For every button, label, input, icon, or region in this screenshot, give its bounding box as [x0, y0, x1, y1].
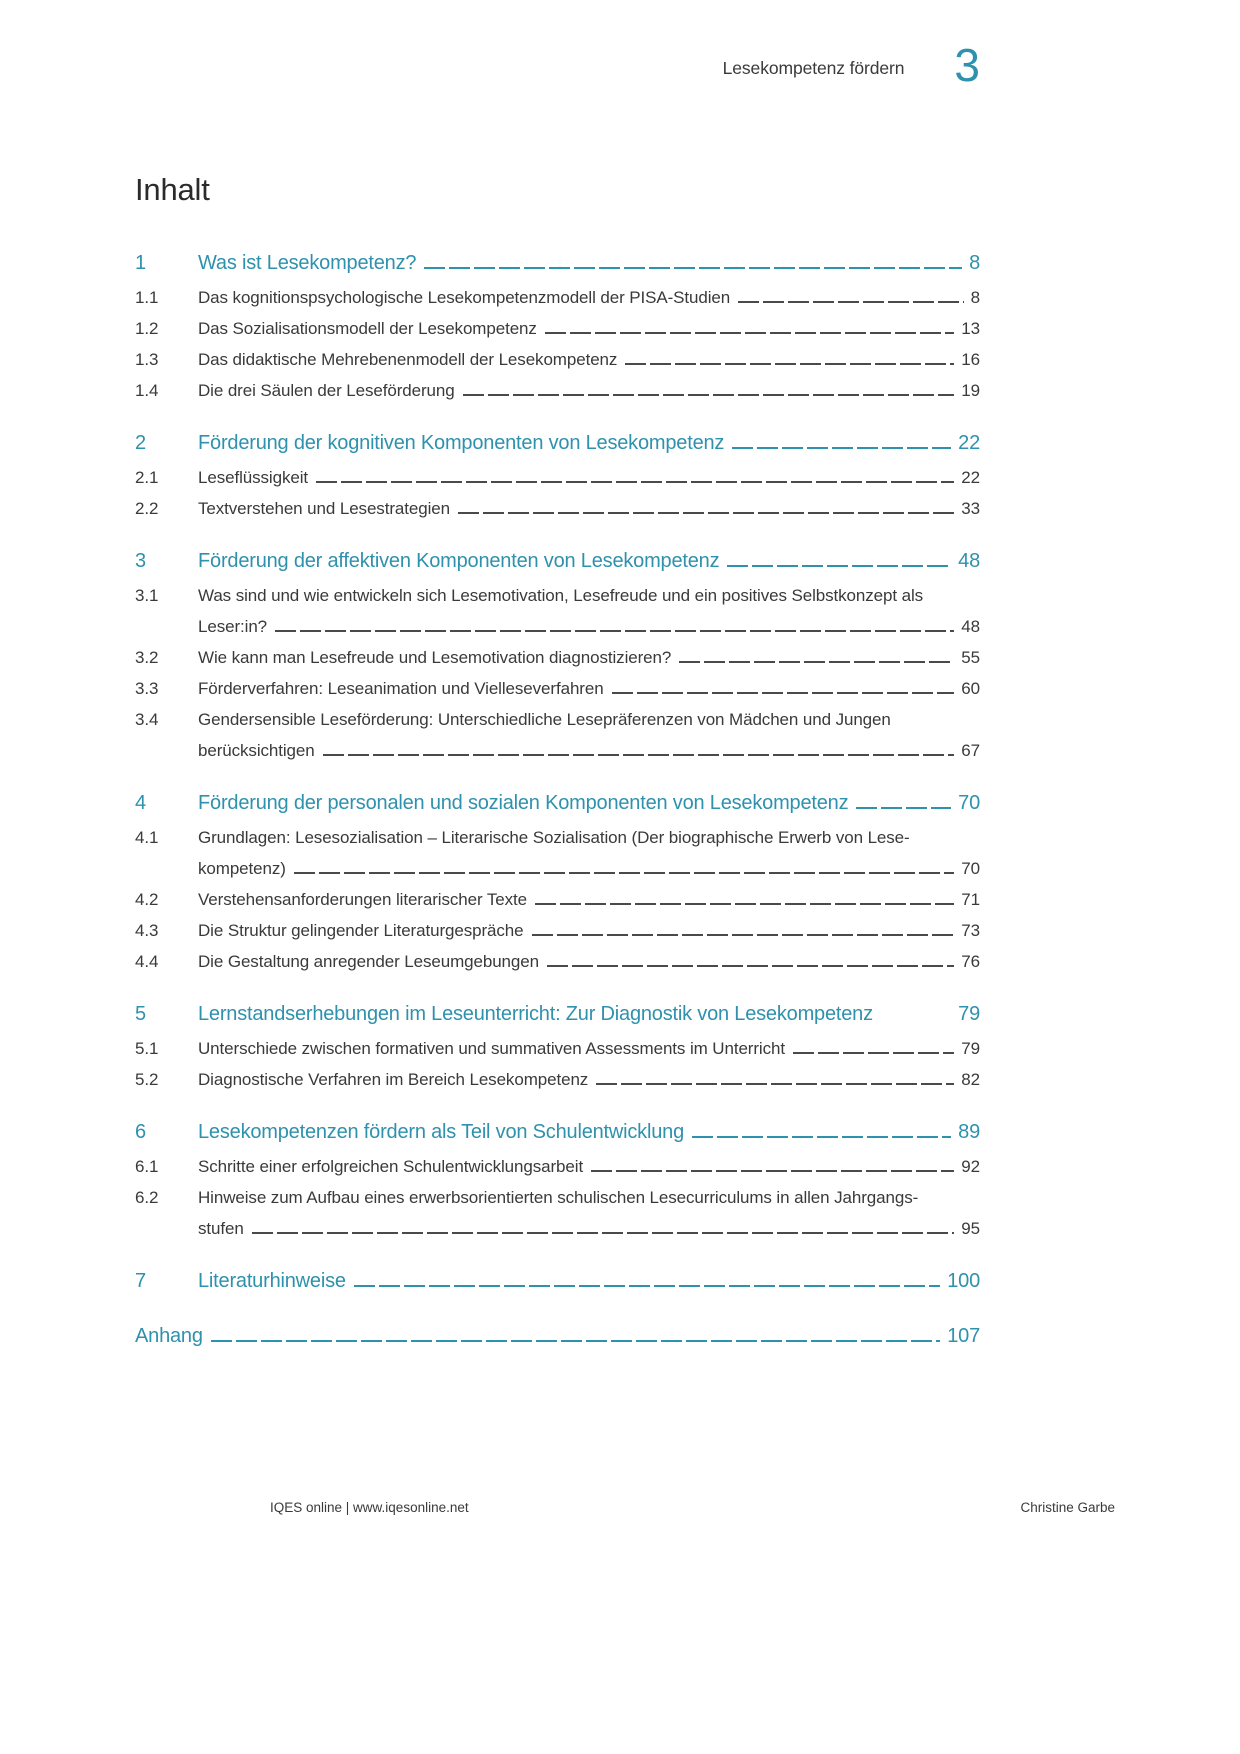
leader-line — [424, 266, 962, 269]
leader-line — [856, 806, 951, 809]
toc-entry-line1: Was sind und wie entwickeln sich Lesemotivation, Lesefreude und ein positives Selbstkonzept als — [198, 586, 924, 605]
toc-section-title: Förderung der kognitiven Komponenten von Lesekompetenz — [198, 432, 725, 454]
toc-entry-number: 4.1 — [135, 828, 159, 847]
toc-section-row — [135, 546, 980, 577]
toc-entry-page: 95 — [961, 1219, 980, 1238]
toc-entry-page: 19 — [961, 381, 980, 400]
toc-section-row — [135, 1117, 980, 1148]
toc-entry-title: Das kognitionspsychologische Lesekompetenzmodell der PISA-Studien — [198, 288, 731, 307]
toc-section-page: 89 — [958, 1121, 980, 1143]
toc-entry-page: 33 — [961, 499, 980, 518]
toc-entry-row — [135, 1033, 980, 1064]
page-title: Inhalt — [135, 172, 210, 207]
toc-entry-page: 13 — [961, 319, 980, 338]
toc-entry-number: 2.1 — [135, 468, 159, 487]
leader-line — [463, 393, 955, 396]
leader-line — [252, 1231, 955, 1234]
toc-entry-number: 4.3 — [135, 921, 159, 940]
toc-entry-page: 82 — [961, 1070, 980, 1089]
leader-line — [612, 691, 955, 694]
toc-entry-number: 2.2 — [135, 499, 159, 518]
leader-line — [692, 1135, 951, 1138]
footer-publisher: IQES online | www.iqesonline.net — [270, 1500, 469, 1515]
toc-entry-row — [135, 282, 980, 313]
toc-entry-page: 70 — [961, 859, 980, 878]
toc-entry-title: Leser:in? — [198, 617, 268, 636]
toc-entry-line1: Grundlagen: Lesesozialisation – Literarische Sozialisation (Der biographische Erwerb von Lese- — [198, 828, 910, 847]
toc-entry-title: Die Struktur gelingender Literaturgespräche — [198, 921, 524, 940]
toc-section-title: Literaturhinweise — [198, 1270, 346, 1292]
toc-entry-number: 1.3 — [135, 350, 159, 369]
toc-entry-title: kompetenz) — [198, 859, 286, 878]
toc-entry-page: 8 — [970, 288, 980, 307]
toc-entry-number: 4.4 — [135, 952, 159, 971]
toc-entry-number: 3.2 — [135, 648, 159, 667]
footer-author: Christine Garbe — [1020, 1500, 1115, 1515]
toc-section-title: Was ist Lesekompetenz? — [198, 252, 417, 274]
toc-section-number: 3 — [135, 550, 146, 572]
toc-entry-title: stufen — [198, 1219, 244, 1238]
toc-entry-number: 3.4 — [135, 710, 159, 729]
toc-entry-number: 3.3 — [135, 679, 159, 698]
toc-entry-row — [135, 1151, 980, 1182]
toc-entry-row — [135, 704, 980, 766]
toc-section-page: 22 — [958, 432, 980, 454]
toc-entry-title: Textverstehen und Lesestrategien — [198, 499, 450, 518]
leader-line — [591, 1169, 954, 1172]
leader-line — [458, 511, 954, 514]
toc-entry-row — [135, 884, 980, 915]
toc-entry-number: 1.4 — [135, 381, 159, 400]
header-page-number: 3 — [954, 39, 980, 91]
leader-line — [625, 362, 954, 365]
toc-section-number: 1 — [135, 252, 146, 274]
leader-line — [732, 446, 951, 449]
toc-entry-row — [135, 344, 980, 375]
toc-entry-row — [135, 462, 980, 493]
toc-section-title: Förderung der affektiven Komponenten von Lesekompetenz — [198, 550, 720, 572]
toc-entry-title: berücksichtigen — [198, 741, 315, 760]
page-footer — [270, 1500, 1115, 1515]
toc-entry-title: Die drei Säulen der Leseförderung — [198, 381, 455, 400]
toc-entry-row — [135, 375, 980, 406]
leader-line — [316, 480, 954, 483]
leader-line — [545, 331, 954, 334]
toc-section-page: 48 — [958, 550, 980, 572]
leader-line — [679, 660, 954, 663]
toc-entry-page: 16 — [961, 350, 980, 369]
toc-entry-page: 67 — [961, 741, 980, 760]
toc-entry-page: 71 — [961, 890, 980, 909]
toc-anhang-page: 107 — [947, 1325, 980, 1347]
toc-entry-number: 6.1 — [135, 1157, 159, 1176]
toc-entry-line1: Gendersensible Leseförderung: Unterschiedliche Lesepräferenzen von Mädchen und Jungen — [198, 710, 891, 729]
toc-section-number: 6 — [135, 1121, 146, 1143]
toc-entry-title: Das Sozialisationsmodell der Lesekompetenz — [198, 319, 537, 338]
toc-entry-row — [135, 673, 980, 704]
leader-line — [354, 1284, 940, 1287]
toc-entry-row — [135, 822, 980, 884]
document-page — [135, 0, 1115, 1754]
toc-entry-page: 79 — [961, 1039, 980, 1058]
toc-entry-title: Förderverfahren: Leseanimation und Vielleseverfahren — [198, 679, 604, 698]
toc-entry-title: Wie kann man Lesefreude und Lesemotivation diagnostizieren? — [198, 648, 672, 667]
toc-entry-row — [135, 580, 980, 642]
toc-anhang-row — [135, 1321, 980, 1352]
toc-section-page: 8 — [969, 252, 980, 274]
toc-section-number: 2 — [135, 432, 146, 454]
toc-section-row — [135, 788, 980, 819]
leader-line — [294, 871, 954, 874]
toc-entry-title: Das didaktische Mehrebenenmodell der Lesekompetenz — [198, 350, 618, 369]
leader-line — [211, 1339, 940, 1342]
toc-section-number: 5 — [135, 1003, 146, 1025]
toc-entry-page: 76 — [961, 952, 980, 971]
toc-entry-page: 55 — [961, 648, 980, 667]
page-header — [135, 0, 980, 91]
leader-line — [323, 753, 955, 756]
toc-entry-line1: Hinweise zum Aufbau eines erwerbsorientierten schulischen Lesecurriculums in allen Jahrgangs- — [198, 1188, 919, 1207]
toc-entry-title: Unterschiede zwischen formativen und summativen Assessments im Unterricht — [198, 1039, 785, 1058]
toc-section-row — [135, 999, 980, 1030]
toc-section-number: 7 — [135, 1270, 146, 1292]
toc-entry-row — [135, 493, 980, 524]
toc-section-title: Lesekompetenzen fördern als Teil von Schulentwicklung — [198, 1121, 684, 1143]
toc-entry-row — [135, 1182, 980, 1244]
leader-line — [275, 629, 954, 632]
leader-line — [738, 300, 964, 303]
leader-line — [547, 964, 954, 967]
toc-entry-number: 5.1 — [135, 1039, 159, 1058]
toc-entry-row — [135, 642, 980, 673]
toc-section-page: 70 — [958, 792, 980, 814]
toc-section-row — [135, 1266, 980, 1297]
toc-entry-page: 22 — [961, 468, 980, 487]
toc-entry-title: Die Gestaltung anregender Leseumgebungen — [198, 952, 539, 971]
toc-entry-row — [135, 915, 980, 946]
leader-line — [535, 902, 954, 905]
toc-entry-page: 48 — [961, 617, 980, 636]
toc-section-title: Lernstandserhebungen im Leseunterricht: Zur Diagnostik von Lesekompetenz — [198, 1003, 873, 1025]
toc-entry-number: 4.2 — [135, 890, 159, 909]
toc-section-row — [135, 428, 980, 459]
toc-entry-title: Schritte einer erfolgreichen Schulentwicklungsarbeit — [198, 1157, 584, 1176]
toc-entry-page: 60 — [961, 679, 980, 698]
toc-section-page: 100 — [947, 1270, 980, 1292]
toc-entry-number: 6.2 — [135, 1188, 159, 1207]
toc-entry-row — [135, 1064, 980, 1095]
toc — [135, 248, 980, 1297]
toc-entry-title: Verstehensanforderungen literarischer Texte — [198, 890, 527, 909]
leader-line — [727, 564, 951, 567]
toc-entry-title: Diagnostische Verfahren im Bereich Lesekompetenz — [198, 1070, 589, 1089]
toc-entry-number: 3.1 — [135, 586, 159, 605]
toc-entry-row — [135, 946, 980, 977]
toc-entry-number: 1.2 — [135, 319, 159, 338]
toc-entry-page: 92 — [961, 1157, 980, 1176]
leader-line — [532, 933, 955, 936]
running-title: Lesekompetenz fördern — [722, 58, 905, 78]
toc-section-title: Förderung der personalen und sozialen Komponenten von Lesekompetenz — [198, 792, 849, 814]
toc-section-number: 4 — [135, 792, 146, 814]
toc-entry-title: Leseflüssigkeit — [198, 468, 309, 487]
leader-line — [793, 1051, 954, 1054]
leader-line — [596, 1082, 954, 1085]
toc-entry-page: 73 — [961, 921, 980, 940]
toc-anhang-label: Anhang — [135, 1325, 203, 1347]
toc-entry-row — [135, 313, 980, 344]
toc-section-row — [135, 248, 980, 279]
toc-entry-number: 5.2 — [135, 1070, 159, 1089]
toc-section-page: 79 — [958, 1003, 980, 1025]
toc-entry-number: 1.1 — [135, 288, 159, 307]
